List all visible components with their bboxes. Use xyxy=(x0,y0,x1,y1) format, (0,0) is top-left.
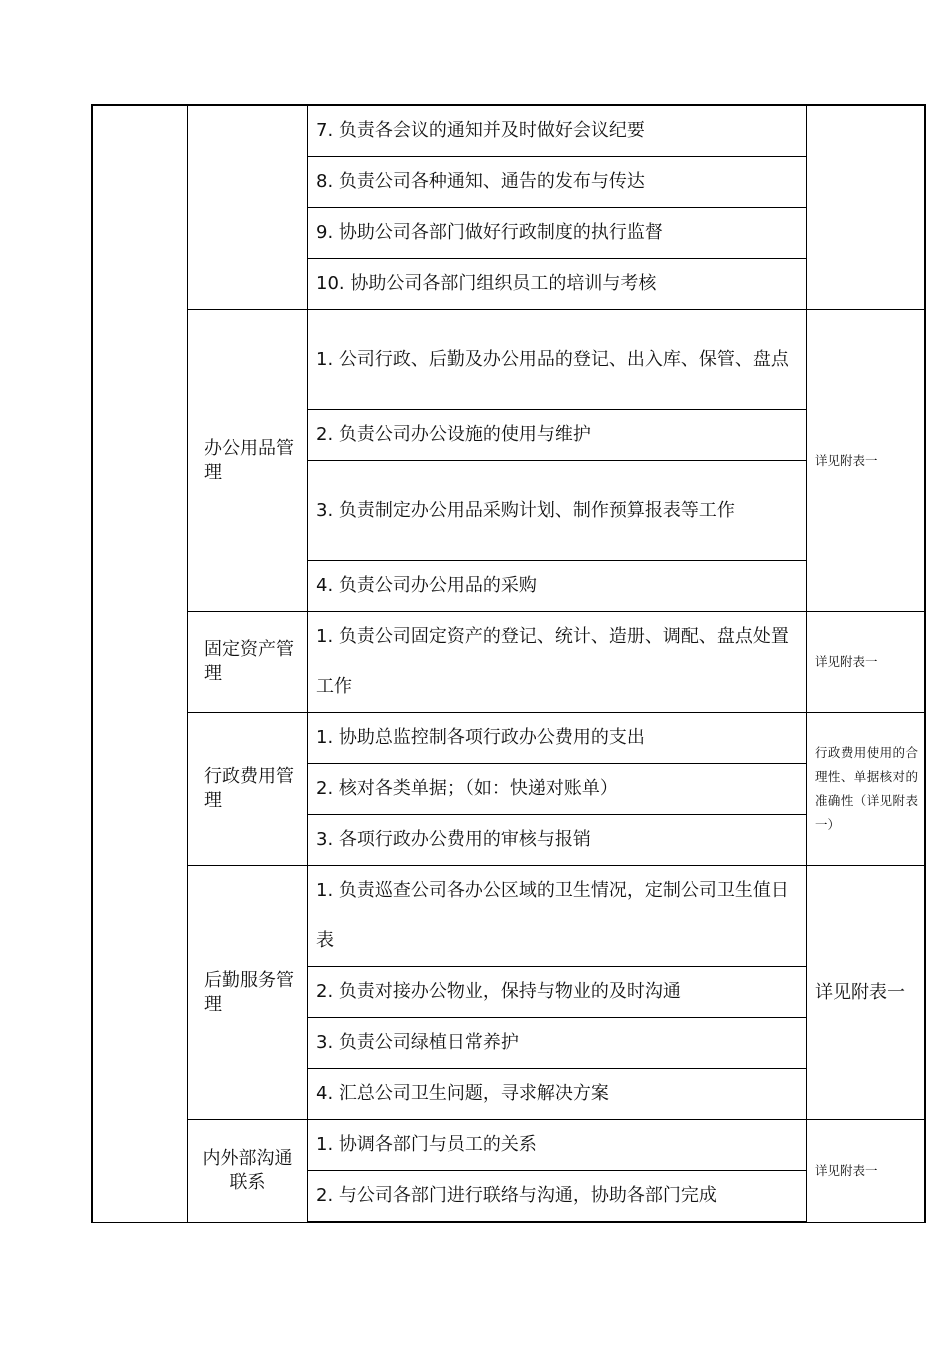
category-communication: 内外部沟通联系 xyxy=(188,1120,308,1223)
duty-item: 2. 核对各类单据；（如：快递对账单） xyxy=(308,764,807,815)
category-cell-empty xyxy=(188,105,308,310)
category-office-supplies: 办公用品管理 xyxy=(188,310,308,612)
duty-item: 3. 负责制定办公用品采购计划、制作预算报表等工作 xyxy=(308,461,807,561)
duty-item: 9. 协助公司各部门做好行政制度的执行监督 xyxy=(308,208,807,259)
duty-item: 4. 负责公司办公用品的采购 xyxy=(308,561,807,612)
duty-item: 4. 汇总公司卫生问题，寻求解决方案 xyxy=(308,1069,807,1120)
duty-item: 8. 负责公司各种通知、通告的发布与传达 xyxy=(308,157,807,208)
duty-item: 3. 负责公司绿植日常养护 xyxy=(308,1018,807,1069)
position-column xyxy=(92,105,188,1222)
category-admin-expenses: 行政费用管理 xyxy=(188,713,308,866)
duty-item: 7. 负责各会议的通知并及时做好会议纪要 xyxy=(308,105,807,157)
remark-communication: 详见附表一 xyxy=(807,1120,926,1223)
duty-item: 1. 协调各部门与员工的关系 xyxy=(308,1120,807,1171)
duty-item: 2. 与公司各部门进行联络与沟通，协助各部门完成 xyxy=(308,1171,807,1223)
remark-logistics: 详见附表一 xyxy=(807,866,926,1120)
remark-fixed-assets: 详见附表一 xyxy=(807,612,926,713)
duty-item: 2. 负责对接办公物业，保持与物业的及时沟通 xyxy=(308,967,807,1018)
duty-item: 1. 协助总监控制各项行政办公费用的支出 xyxy=(308,713,807,764)
duty-item: 1. 负责公司固定资产的登记、统计、造册、调配、盘点处置工作 xyxy=(308,612,807,713)
duty-item: 1. 公司行政、后勤及办公用品的登记、出入库、保管、盘点 xyxy=(308,310,807,410)
remark-cell-empty xyxy=(807,105,926,310)
duty-item: 2. 负责公司办公设施的使用与维护 xyxy=(308,410,807,461)
duties-table xyxy=(91,104,926,1223)
duty-item: 1. 负责巡查公司各办公区域的卫生情况，定制公司卫生值日表 xyxy=(308,866,807,967)
remark-office-supplies: 详见附表一 xyxy=(807,310,926,612)
remark-admin-expenses: 行政费用使用的合理性、单据核对的准确性（详见附表一） xyxy=(807,713,926,866)
duty-item: 10. 协助公司各部门组织员工的培训与考核 xyxy=(308,259,807,310)
duty-item: 3. 各项行政办公费用的审核与报销 xyxy=(308,815,807,866)
category-fixed-assets: 固定资产管理 xyxy=(188,612,308,713)
category-logistics: 后勤服务管理 xyxy=(188,866,308,1120)
